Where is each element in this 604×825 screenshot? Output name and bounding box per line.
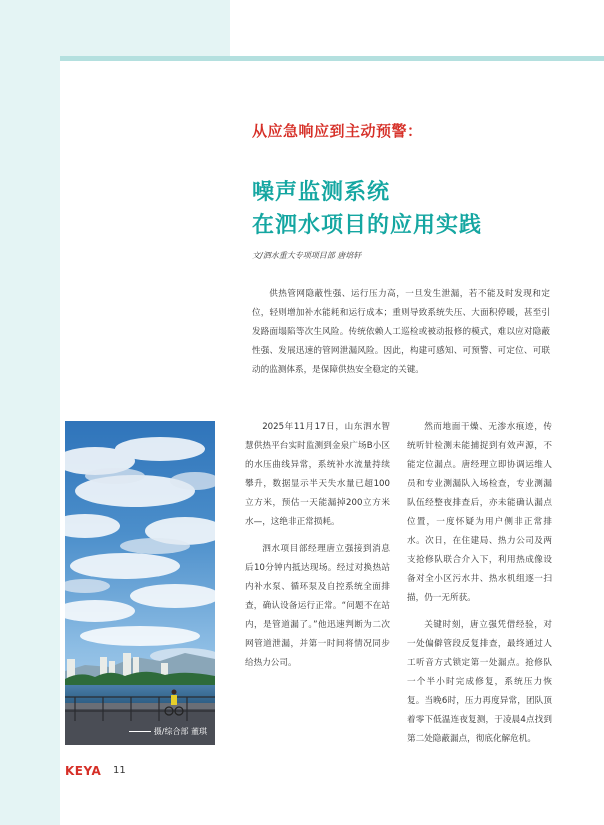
footer-logo: KEYA bbox=[65, 764, 102, 778]
paragraph: 然而地面干燥、无渗水痕迹，传统听针检测未能捕捉到有效声源，不能定位漏点。唐经理立即协调运维人员和专业测漏队入场检查，专业测漏队伍经整夜排查后，亦未能确认漏点位置，一度怀疑为用户侧非正常排水。次日，在住建局、热力公司及两支抢修队联合介入下，利用热成像设备对全小区污水井、热水机组逐一扫描，仍一无所获。 bbox=[407, 422, 552, 603]
byline: 文/泗水重大专项项目部 唐培轩 bbox=[252, 251, 362, 260]
body-column-right bbox=[407, 418, 552, 749]
river-photo-image bbox=[65, 421, 215, 745]
photo bbox=[65, 421, 215, 745]
paragraph: 泗水项目部经理唐立强接到消息后10分钟内抵达现场。经过对换热站内补水泵、循环泵及自控系统全面排查，确认设备运行正常。“问题不在站内，是管道漏了。”他迅速判断为二次网管道泄漏，并第一时间将情况同步给热力公司。 bbox=[245, 544, 390, 668]
paragraph: 关键时刻，唐立强凭借经验，对一处偏僻管段反复排查，最终通过人工听音方式锁定第一处漏点。抢修队一个半小时完成修复，系统压力恢复。当晚6时，压力再度异常，团队顶着零下低温连夜复测，于凌晨4点找到第二处隐蔽漏点，彻底化解危机。 bbox=[407, 620, 552, 744]
kicker-headline: 从应急响应到主动预警： bbox=[252, 122, 423, 140]
intro-paragraph bbox=[252, 285, 550, 380]
intro-text: 供热管网隐蔽性强、运行压力高，一旦发生泄漏，若不能及时发现和定位，轻则增加补水能耗和运行成本；重则导致系统失压、大面积停暖，甚至引发路面塌陷等次生风险。传统依赖人工巡检或被动报修的模式，难以应对隐蔽性强、发展迅速的管网泄漏风险。因此，构建可感知、可预警、可定位、可联动的监测体系，是保障供热安全稳定的关键。 bbox=[252, 289, 550, 375]
page-number: 11 bbox=[113, 765, 126, 776]
article-title bbox=[252, 176, 482, 242]
article-title-line-1: 噪声监测系统 bbox=[252, 180, 391, 205]
paragraph: 2025年11月17日，山东泗水智慧供热平台实时监测到金泉广场B小区的水压曲线异常，系统补水流量持续攀升，数据显示半天失水量已超100立方米，预估一天能漏掉200立方米水—，这绝非正常损耗。 bbox=[245, 422, 390, 527]
article-title-line-2: 在泗水项目的应用实践 bbox=[252, 213, 483, 238]
photo-caption: 摄/综合部 董琪 bbox=[65, 726, 215, 737]
body-column-left bbox=[245, 418, 390, 673]
